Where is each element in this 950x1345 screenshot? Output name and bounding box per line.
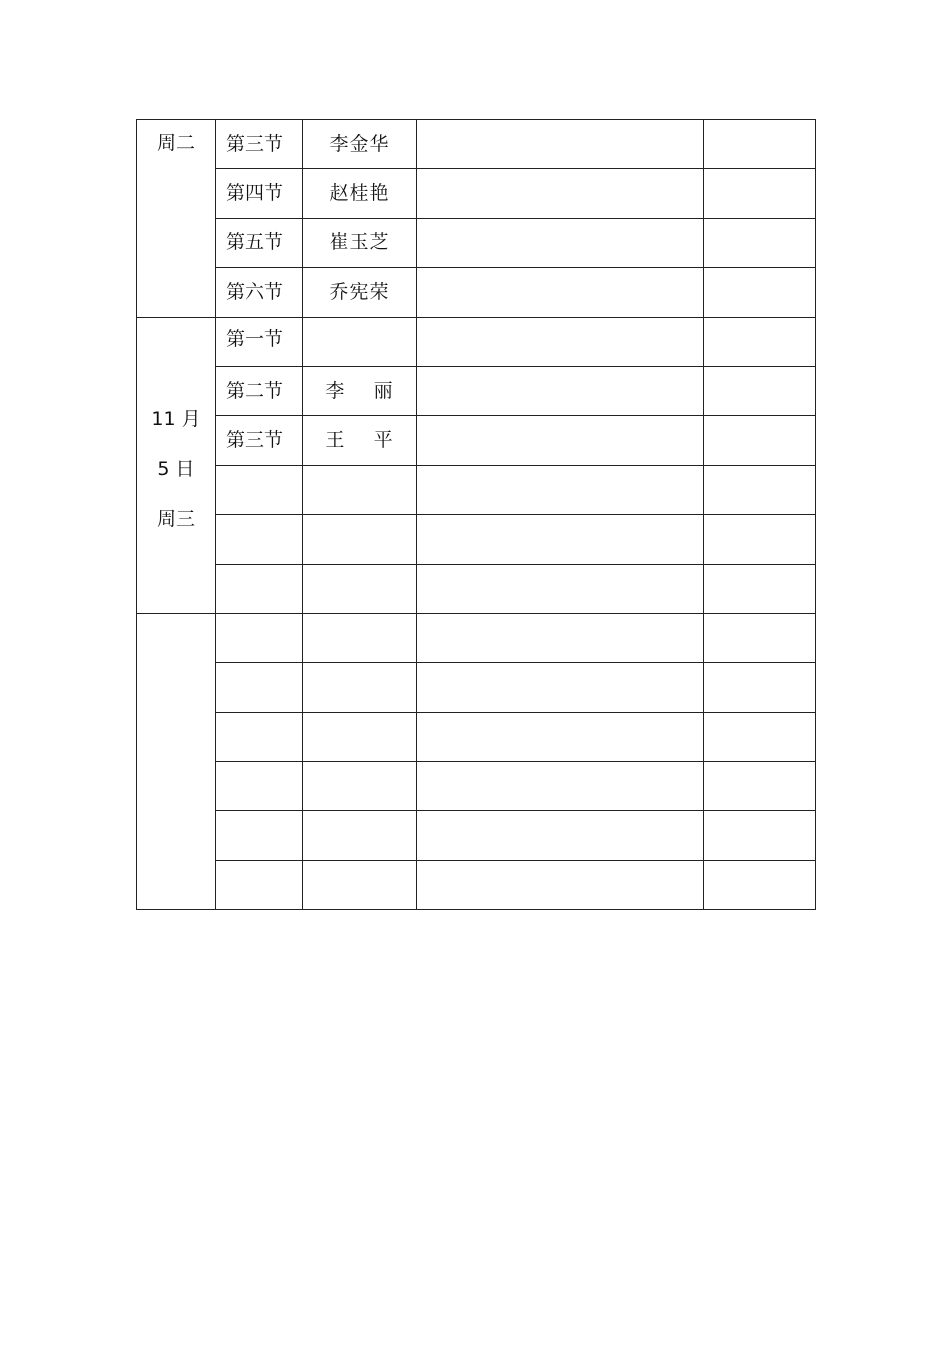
note-cell — [704, 515, 816, 564]
content-cell — [417, 762, 704, 811]
period-cell: 第三节 — [216, 120, 303, 169]
note-cell — [704, 712, 816, 761]
teacher-cell — [303, 564, 417, 613]
note-cell — [704, 613, 816, 662]
date-line: 周三 — [156, 507, 195, 530]
content-cell — [417, 317, 704, 366]
content-cell — [417, 663, 704, 712]
date-line: 11 月 — [151, 407, 201, 430]
note-cell — [704, 268, 816, 317]
note-cell — [704, 120, 816, 169]
date-cell — [137, 317, 216, 613]
note-cell — [704, 762, 816, 811]
teacher-cell — [303, 663, 417, 712]
table-row — [137, 218, 816, 267]
date-cell — [137, 613, 216, 909]
table-row — [137, 120, 816, 169]
note-cell — [704, 663, 816, 712]
content-cell — [417, 218, 704, 267]
content-cell — [417, 613, 704, 662]
teacher-cell: 王 平 — [303, 416, 417, 465]
content-cell — [417, 564, 704, 613]
teacher-cell: 李金华 — [303, 120, 417, 169]
content-cell — [417, 416, 704, 465]
date-line: 5 日 — [157, 457, 195, 480]
note-cell — [704, 218, 816, 267]
table-row — [137, 366, 816, 415]
teacher-cell — [303, 712, 417, 761]
table-row — [137, 613, 816, 662]
note-cell — [704, 169, 816, 218]
note-cell — [704, 811, 816, 860]
period-cell — [216, 465, 303, 514]
period-cell: 第四节 — [216, 169, 303, 218]
content-cell — [417, 120, 704, 169]
table-row — [137, 564, 816, 613]
content-cell — [417, 268, 704, 317]
teacher-cell — [303, 317, 417, 366]
table-row — [137, 416, 816, 465]
note-cell — [704, 317, 816, 366]
date-cell — [137, 120, 216, 318]
teacher-cell — [303, 613, 417, 662]
teacher-cell: 李 丽 — [303, 366, 417, 415]
teacher-cell — [303, 811, 417, 860]
teacher-cell: 乔宪荣 — [303, 268, 417, 317]
note-cell — [704, 416, 816, 465]
period-cell: 第三节 — [216, 416, 303, 465]
table-row — [137, 712, 816, 761]
period-cell — [216, 811, 303, 860]
period-cell: 第一节 — [216, 317, 303, 366]
table-row — [137, 515, 816, 564]
content-cell — [417, 515, 704, 564]
period-cell: 第二节 — [216, 366, 303, 415]
teacher-cell — [303, 860, 417, 909]
content-cell — [417, 366, 704, 415]
period-cell: 第五节 — [216, 218, 303, 267]
table-row — [137, 860, 816, 909]
note-cell — [704, 366, 816, 415]
period-cell — [216, 762, 303, 811]
table-row — [137, 811, 816, 860]
teacher-cell — [303, 465, 417, 514]
period-cell — [216, 712, 303, 761]
teacher-cell: 崔玉芝 — [303, 218, 417, 267]
teacher-cell — [303, 515, 417, 564]
period-cell — [216, 613, 303, 662]
teacher-cell — [303, 762, 417, 811]
content-cell — [417, 712, 704, 761]
date-line: 周二 — [156, 132, 195, 154]
note-cell — [704, 860, 816, 909]
schedule-table — [136, 119, 816, 910]
table-row — [137, 317, 816, 366]
table-row — [137, 465, 816, 514]
period-cell — [216, 515, 303, 564]
note-cell — [704, 564, 816, 613]
table-row — [137, 663, 816, 712]
period-cell — [216, 663, 303, 712]
table-row — [137, 268, 816, 317]
content-cell — [417, 860, 704, 909]
content-cell — [417, 465, 704, 514]
content-cell — [417, 169, 704, 218]
note-cell — [704, 465, 816, 514]
period-cell — [216, 564, 303, 613]
content-cell — [417, 811, 704, 860]
period-cell — [216, 860, 303, 909]
table-row — [137, 762, 816, 811]
period-cell: 第六节 — [216, 268, 303, 317]
teacher-cell: 赵桂艳 — [303, 169, 417, 218]
table-row — [137, 169, 816, 218]
